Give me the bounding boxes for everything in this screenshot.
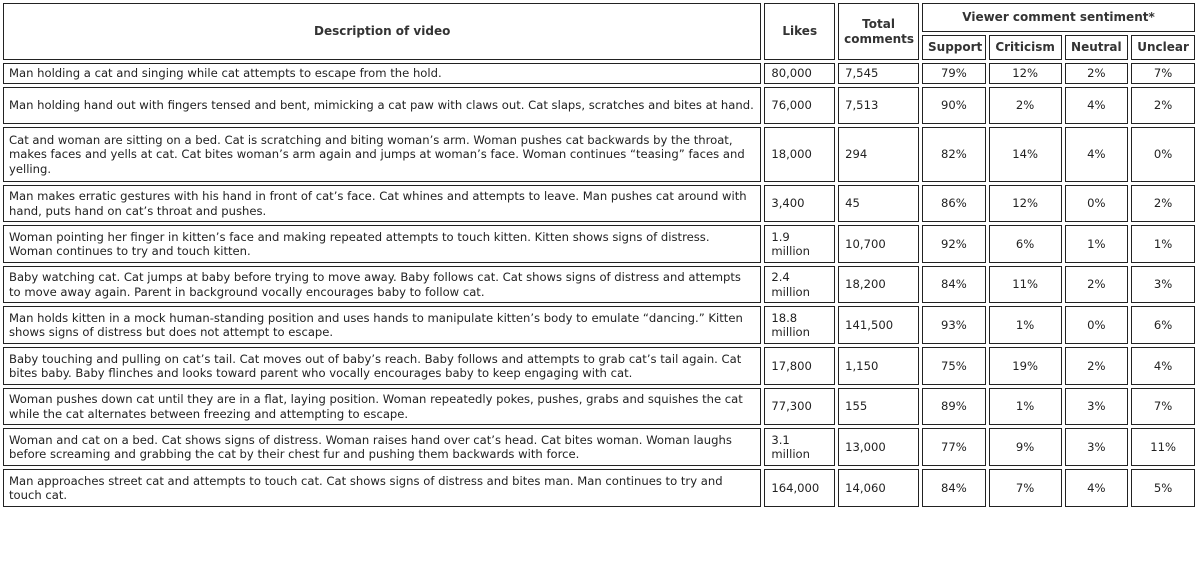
header-row-top (3, 3, 1195, 32)
cell-neutral: 3% (1065, 428, 1129, 466)
cell-support: 90% (922, 87, 986, 124)
cell-neutral: 4% (1065, 469, 1129, 507)
cell-total-comments: 18,200 (838, 266, 919, 303)
cell-criticism: 19% (989, 347, 1062, 385)
cell-support: 82% (922, 127, 986, 182)
table-row (3, 127, 1195, 182)
cell-description: Man approaches street cat and attempts to touch cat. Cat shows signs of distress and bites man. Man continues to try and touch cat. (3, 469, 761, 507)
cell-total-comments: 7,513 (838, 87, 919, 124)
cell-likes: 80,000 (764, 63, 835, 84)
cell-criticism: 11% (989, 266, 1062, 303)
cell-unclear: 11% (1131, 428, 1195, 466)
cell-unclear: 5% (1131, 469, 1195, 507)
cell-description: Woman pushes down cat until they are in a flat, laying position. Woman repeatedly pokes, pushes, grabs and squishes the cat while the cat alternates between freezing and attempting to escape. (3, 388, 761, 425)
cell-likes: 18,000 (764, 127, 835, 182)
cell-unclear: 0% (1131, 127, 1195, 182)
cell-neutral: 4% (1065, 127, 1129, 182)
cell-neutral: 3% (1065, 388, 1129, 425)
cell-support: 89% (922, 388, 986, 425)
cell-likes: 2.4 million (764, 266, 835, 303)
cell-likes: 3.1 million (764, 428, 835, 466)
cell-total-comments: 1,150 (838, 347, 919, 385)
cell-likes: 77,300 (764, 388, 835, 425)
cell-neutral: 4% (1065, 87, 1129, 124)
cell-support: 92% (922, 225, 986, 263)
cell-description: Cat and woman are sitting on a bed. Cat is scratching and biting woman’s arm. Woman pushes cat backwards by the throat, makes faces and yells at cat. Cat bites woman’s arm again and jumps at woman’s face. Woman continues “teasing” faces and yelling. (3, 127, 761, 182)
cell-criticism: 6% (989, 225, 1062, 263)
cell-support: 84% (922, 266, 986, 303)
cell-neutral: 2% (1065, 266, 1129, 303)
cell-total-comments: 7,545 (838, 63, 919, 84)
cell-total-comments: 14,060 (838, 469, 919, 507)
cell-criticism: 7% (989, 469, 1062, 507)
cell-unclear: 4% (1131, 347, 1195, 385)
table-row (3, 428, 1195, 466)
cell-description: Baby touching and pulling on cat’s tail. Cat moves out of baby’s reach. Baby follows and attempts to grab cat’s tail again. Cat bites baby. Baby flinches and looks toward parent who vocally encourages baby to keep engaging with cat. (3, 347, 761, 385)
cell-likes: 76,000 (764, 87, 835, 124)
cell-description: Man holding hand out with fingers tensed and bent, mimicking a cat paw with claws out. Cat slaps, scratches and bites at hand. (3, 87, 761, 124)
cell-criticism: 2% (989, 87, 1062, 124)
table-row (3, 185, 1195, 222)
cell-criticism: 9% (989, 428, 1062, 466)
cell-unclear: 2% (1131, 185, 1195, 222)
table-row (3, 388, 1195, 425)
cell-description: Woman pointing her finger in kitten’s face and making repeated attempts to touch kitten. Kitten shows signs of distress. Woman continues to try and touch kitten. (3, 225, 761, 263)
header-unclear: Unclear (1131, 35, 1195, 60)
cell-criticism: 1% (989, 306, 1062, 344)
table-row (3, 63, 1195, 84)
cell-support: 79% (922, 63, 986, 84)
cell-unclear: 6% (1131, 306, 1195, 344)
cell-total-comments: 141,500 (838, 306, 919, 344)
cell-total-comments: 294 (838, 127, 919, 182)
cell-support: 77% (922, 428, 986, 466)
cell-description: Man makes erratic gestures with his hand in front of cat’s face. Cat whines and attempts to leave. Man pushes cat around with hand, puts hand on cat’s throat and pushes. (3, 185, 761, 222)
cell-criticism: 1% (989, 388, 1062, 425)
cell-total-comments: 13,000 (838, 428, 919, 466)
cell-total-comments: 155 (838, 388, 919, 425)
cell-criticism: 12% (989, 63, 1062, 84)
cell-total-comments: 10,700 (838, 225, 919, 263)
header-description: Description of video (3, 3, 761, 60)
cell-likes: 164,000 (764, 469, 835, 507)
cell-unclear: 7% (1131, 63, 1195, 84)
cell-likes: 18.8 million (764, 306, 835, 344)
header-total-comments: Total comments (838, 3, 919, 60)
cell-description: Man holding a cat and singing while cat attempts to escape from the hold. (3, 63, 761, 84)
cell-total-comments: 45 (838, 185, 919, 222)
table-row (3, 469, 1195, 507)
cell-support: 86% (922, 185, 986, 222)
cell-likes: 1.9 million (764, 225, 835, 263)
cell-unclear: 2% (1131, 87, 1195, 124)
cell-description: Woman and cat on a bed. Cat shows signs of distress. Woman raises hand over cat’s head. Cat bites woman. Woman laughs before screaming and grabbing the cat by their chest fur and pushing them backwards with force. (3, 428, 761, 466)
cell-support: 93% (922, 306, 986, 344)
cell-criticism: 12% (989, 185, 1062, 222)
table-row (3, 306, 1195, 344)
header-support: Support (922, 35, 986, 60)
cell-neutral: 0% (1065, 185, 1129, 222)
header-neutral: Neutral (1065, 35, 1129, 60)
cell-unclear: 3% (1131, 266, 1195, 303)
cell-neutral: 2% (1065, 63, 1129, 84)
header-criticism: Criticism (989, 35, 1062, 60)
cell-likes: 17,800 (764, 347, 835, 385)
table-row (3, 225, 1195, 263)
table-row (3, 266, 1195, 303)
cell-likes: 3,400 (764, 185, 835, 222)
cell-support: 84% (922, 469, 986, 507)
header-viewer-comment-sentiment: Viewer comment sentiment* (922, 3, 1195, 32)
cell-description: Man holds kitten in a mock human-standing position and uses hands to manipulate kitten’s body to emulate “dancing.” Kitten shows signs of distress but does not attempt to escape. (3, 306, 761, 344)
cell-description: Baby watching cat. Cat jumps at baby before trying to move away. Baby follows cat. Cat shows signs of distress and attempts to move away again. Parent in background vocally encourages baby to follow cat. (3, 266, 761, 303)
cell-neutral: 1% (1065, 225, 1129, 263)
cell-unclear: 1% (1131, 225, 1195, 263)
cell-criticism: 14% (989, 127, 1062, 182)
header-likes: Likes (764, 3, 835, 60)
cell-neutral: 2% (1065, 347, 1129, 385)
cell-neutral: 0% (1065, 306, 1129, 344)
cell-unclear: 7% (1131, 388, 1195, 425)
cell-support: 75% (922, 347, 986, 385)
table-row (3, 87, 1195, 124)
table-row (3, 347, 1195, 385)
